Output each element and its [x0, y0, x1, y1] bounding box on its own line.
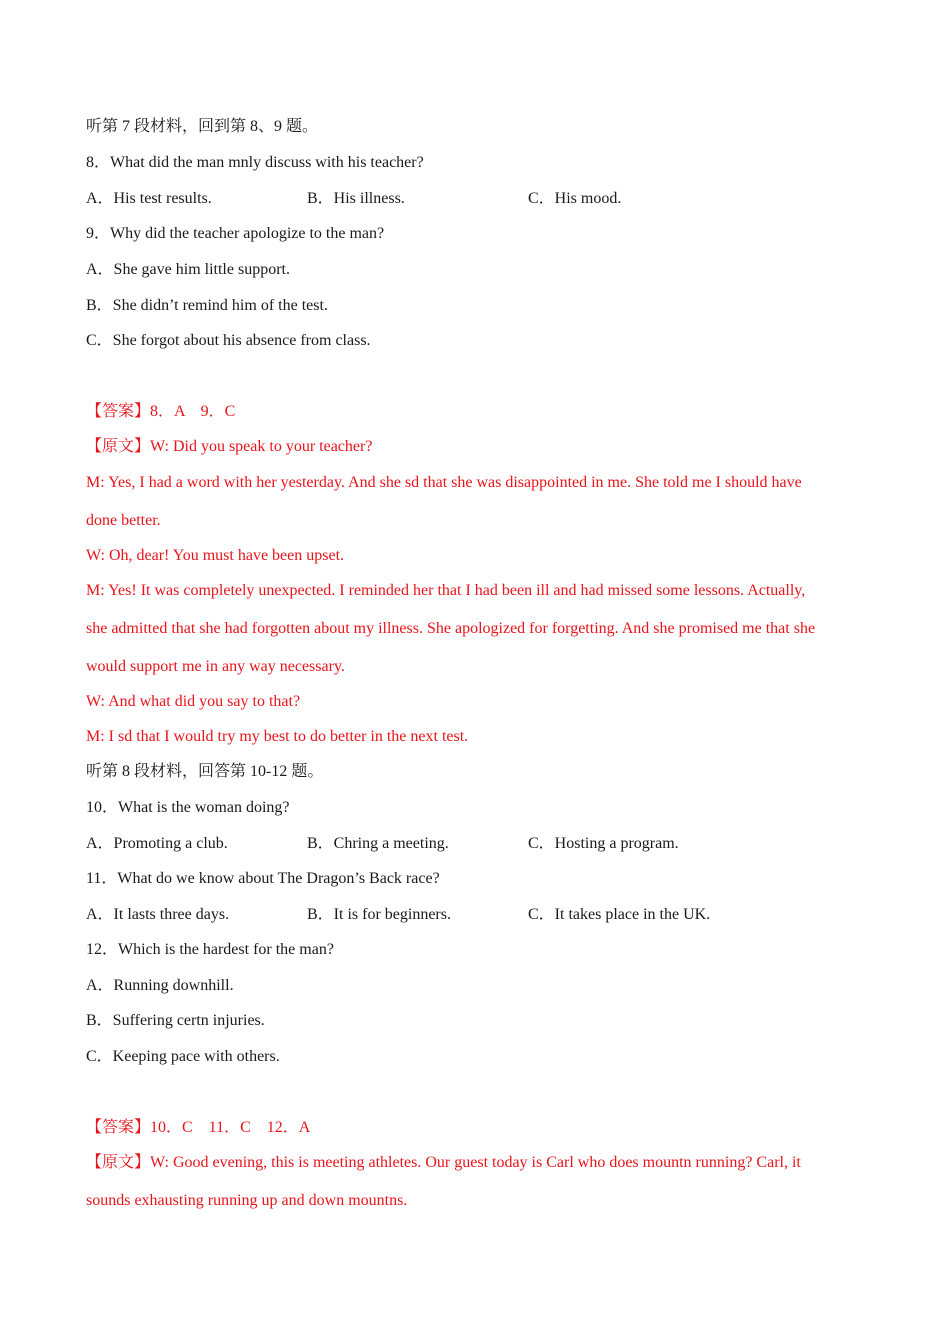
- question-8-option-a: A．His test results.: [86, 190, 212, 207]
- question-12-option-a: A．Running downhill.: [86, 977, 234, 994]
- question-9-option-b: B．She didn’t remind him of the test.: [86, 297, 328, 314]
- question-8-option-c: C．His mood.: [528, 190, 622, 207]
- question-9-option-c: C．She forgot about his absence from class.: [86, 332, 371, 349]
- transcript-line: M: I sd that I would try my best to do better in the next test.: [86, 728, 469, 745]
- section-7-answer: 【答案】8．A 9．C: [86, 403, 236, 420]
- section-8-answer: 【答案】10．C 11．C 12．A: [86, 1119, 311, 1136]
- question-10-option-b: B．Chring a meeting.: [307, 835, 449, 852]
- question-11-option-a: A．It lasts three days.: [86, 906, 230, 923]
- transcript-line: M: Yes! It was completely unexpected. I reminded her that I had been ill and had missed some lessons. Actually,: [86, 582, 806, 599]
- section-8-heading: 听第 8 段材料，回答第 10-12 题。: [86, 763, 324, 780]
- question-9-option-a: A．She gave him little support.: [86, 261, 290, 278]
- transcript-line: W: Oh, dear! You must have been upset.: [86, 547, 345, 564]
- section-7-heading: 听第 7 段材料，回到第 8、9 题。: [86, 118, 319, 135]
- transcript-line: 【原文】W: Good evening, this is meeting athletes. Our guest today is Carl who does mountn running? Carl, it: [86, 1154, 801, 1171]
- question-11-stem: 11．What do we know about The Dragon’s Back race?: [86, 870, 440, 887]
- question-8-stem: 8．What did the man mnly discuss with his teacher?: [86, 154, 424, 171]
- question-12-option-c: C．Keeping pace with others.: [86, 1048, 280, 1065]
- transcript-line: sounds exhausting running up and down mountns.: [86, 1192, 408, 1209]
- question-8-option-b: B．His illness.: [307, 190, 405, 207]
- question-10-option-a: A．Promoting a club.: [86, 835, 228, 852]
- question-11-option-b: B．It is for beginners.: [307, 906, 451, 923]
- question-12-stem: 12．Which is the hardest for the man?: [86, 941, 334, 958]
- transcript-line: would support me in any way necessary.: [86, 658, 345, 675]
- transcript-line: M: Yes, I had a word with her yesterday. And she sd that she was disappointed in me. She told me I should have: [86, 474, 802, 491]
- transcript-line: W: And what did you say to that?: [86, 693, 301, 710]
- transcript-line: 【原文】W: Did you speak to your teacher?: [86, 438, 373, 455]
- question-12-option-b: B．Suffering certn injuries.: [86, 1012, 265, 1029]
- question-9-stem: 9．Why did the teacher apologize to the man?: [86, 225, 385, 242]
- transcript-line: done better.: [86, 512, 161, 529]
- transcript-line: she admitted that she had forgotten about my illness. She apologized for forgetting. And she promised me that she: [86, 620, 816, 637]
- question-10-option-c: C．Hosting a program.: [528, 835, 679, 852]
- question-10-stem: 10．What is the woman doing?: [86, 799, 290, 816]
- question-11-option-c: C．It takes place in the UK.: [528, 906, 711, 923]
